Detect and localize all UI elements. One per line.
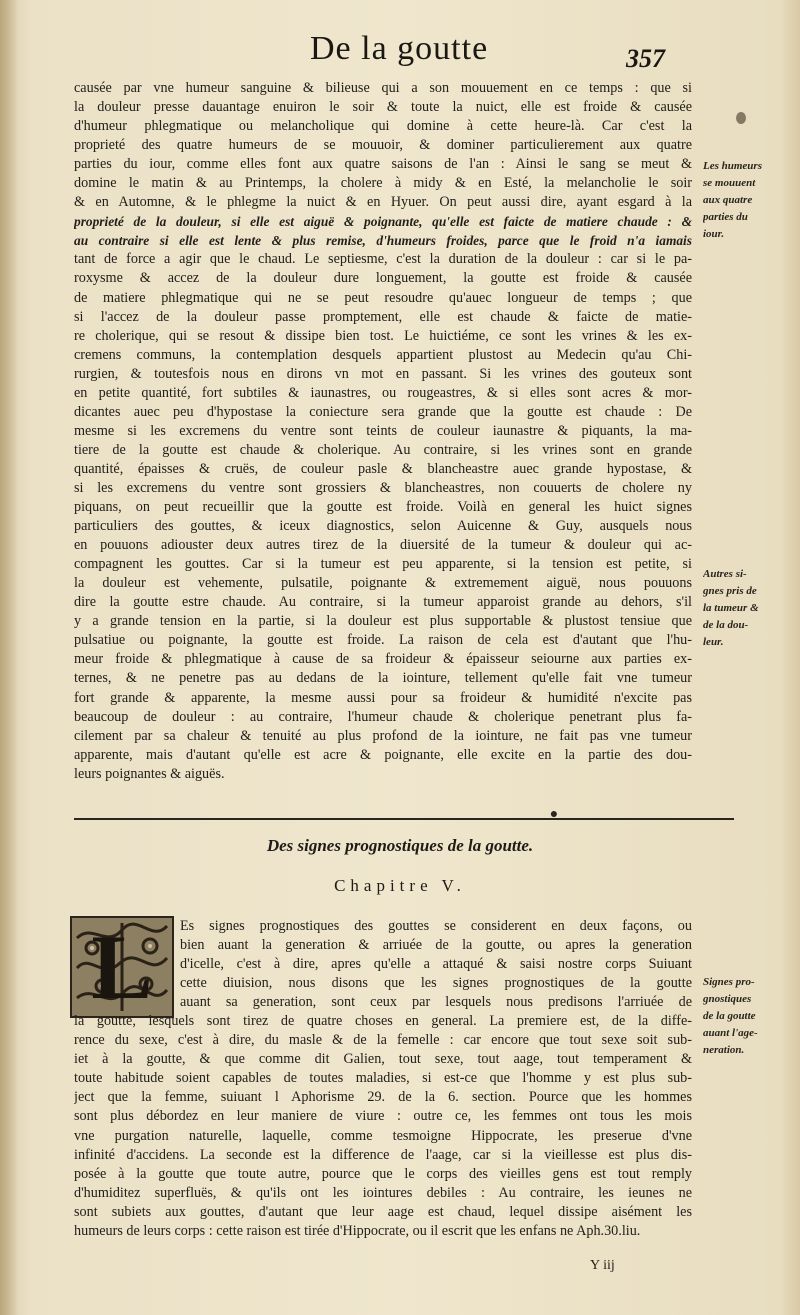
text-line: d'icelle, c'est à dire, apres qu'elle a attaqué & saisi nostre corps Suiuant: [180, 956, 692, 973]
text-line: piquans, on peut recueillir que la goutte est froide. Voilà en general les huict signes: [74, 499, 692, 516]
text-line: iet à la goutte, & que comme dit Galien, tout sexe, tout aage, tout temperament &: [74, 1051, 692, 1068]
text-line: dicantes auec peu d'hypostase la coniecture sera grande que la goutte est chaude : De: [74, 403, 692, 420]
initial-letter: L: [91, 916, 153, 1018]
signature-mark: Y iij: [590, 1258, 615, 1273]
text-line: mesme si les excremens du ventre sont teints de couleur iaunastre & piquants, la ma-: [74, 422, 692, 439]
text-line: bien auant la generation & arriuée de la goutte, ou apres la generation: [180, 937, 692, 954]
text-line: infinité d'accidens. La seconde est la difference de l'aage, car si la vieillesse est plus dis-: [74, 1146, 692, 1163]
margin-note-line: neration.: [703, 1044, 745, 1056]
divider-ornament: ●: [549, 807, 559, 822]
text-line: fort grande & apparente, la mesme aussi pour sa froideur & humidité n'excite pas: [74, 689, 692, 706]
text-line: cilement par sa chaleur & tenuité au plus profond de la iointure, ne fait pas vne tumeur: [74, 727, 692, 744]
text-line: domine le matin & au Printemps, la cholere à midy & en Esté, la melancholie le soir: [74, 175, 692, 192]
text-line: causée par vne humeur sanguine & bilieuse qui a son mouuement en ce temps : que si: [74, 80, 692, 96]
text-line: parties du iour, comme elles font aux quatre saisons de l'an : Ainsi le sang se meut &: [74, 156, 692, 173]
chapter-text-block: [74, 917, 692, 1241]
text-line: si les excremens du ventre sont grossiers & blancheastres, non couuerts de cholere ny: [74, 479, 692, 496]
text-line: posée à la goutte que toute autre, pource que le corps des vieilles gens est tout remply: [74, 1165, 692, 1182]
text-line: de matiere phlegmatique qui ne se peut resoudre qu'auec longueur de temps ; que: [74, 289, 692, 306]
margin-note-line: de la dou-: [703, 619, 749, 631]
text-line: rence du sexe, c'est à dire, du masle & de la femelle : car encore que tout sexe soit sub-: [74, 1032, 692, 1049]
text-line: apparente, mais d'autant qu'elle est acre & poignante, elle excite en la partie des dou-: [74, 746, 692, 763]
text-line: re cholerique, qui se resout & dissipe bien tost. Le huictiéme, ce sont les vrines & les ex-: [74, 327, 692, 344]
margin-note-line: la tumeur &: [703, 602, 759, 614]
margin-note-line: gnostiques: [703, 993, 752, 1005]
section-divider: [74, 818, 734, 820]
margin-note-line: Signes pro-: [703, 976, 755, 988]
text-line: quantité, épaisses & cruës, de couleur pasle & blancheastre auec grande hypostase, &: [74, 460, 692, 477]
text-line: en pouuons adiouster deux autres tirez de la diuersité de la tumeur & douleur qui ac-: [74, 537, 692, 554]
text-line: compagnent les gouttes. Car si la tumeur est peu apparente, si la tension est petite, si: [74, 556, 692, 573]
text-line: dire la goutte estre chaude. Au contraire, si la tumeur apparoist grande au dehors, s'il: [74, 594, 692, 611]
text-line: tant de force a agir que le chaud. Le septiesme, c'est la duration de la douleur : car si le pa-: [74, 251, 692, 268]
text-line: cremens communs, la contemplation desquels appartient plustost au Medecin qu'au Chi-: [74, 346, 692, 363]
margin-note-aage: [703, 974, 797, 1059]
text-line: sont subiets aux gouttes, d'autant que leur aage est chaud, lequel dissipe aisément les: [74, 1203, 692, 1220]
text-line: la goutte, lesquels sont tirez de quatre choses en general. La premiere est, de la diffe-: [74, 1013, 692, 1030]
text-line: d'humiditez superfluës, & qu'ils ont les iointures debiles : Au contraire, les ieunes ne: [74, 1184, 692, 1201]
text-line: ternes, & ne penetre pas au dedans de la iointure, tellement qu'elle fait vne tumeur: [74, 670, 692, 687]
text-line: rurgien, & toutesfois nous en dirons vn mot en passant. Si les vrines des gouteux sont: [74, 365, 692, 382]
margin-note-line: gnes pris de: [703, 585, 757, 597]
text-line: & en Automne, & le phlegme la nuict & en Hyuer. On peut aussi dire, ayant esgard à la: [74, 194, 692, 211]
margin-note-line: leur.: [703, 636, 724, 648]
page-header: [60, 30, 780, 80]
margin-note-humeurs: [703, 158, 797, 243]
margin-note-line: se mouuent: [703, 177, 756, 189]
text-line: la douleur presse dauantage enuiron le soir & toute la nuict, elle est froide & causée: [74, 99, 692, 116]
text-line: humeurs de leurs corps : cette raison est tirée d'Hippocrate, ou il escrit que les enfans ne Aph.30.liu.: [74, 1222, 641, 1239]
text-line: sont plus débordez en leur maniere de viure : outre ce, les femmes ont tous les mois: [74, 1108, 692, 1125]
margin-note-line: auant l'age-: [703, 1027, 758, 1039]
text-line: tiere de la goutte est chaude & cholerique. Au contraire, si les vrines sont en grande: [74, 441, 692, 458]
text-line: proprieté de la douleur, si elle est aiguë & poignante, qu'elle est faicte de matiere chaude : &: [74, 214, 692, 230]
margin-note-tumeur: [703, 566, 797, 651]
text-line: toute habitude soient capables de toutes maladies, si est-ce que l'homme y est plus sub-: [74, 1070, 692, 1087]
ink-stain: [736, 112, 746, 124]
text-line: meur froide & phlegmatique à cause de sa froideur & épaisseur seiourne aux parties ex-: [74, 651, 692, 668]
text-line: d'humeur phlegmatique ou melancholique qui domine à cette heure-là. Car c'est la: [74, 118, 692, 135]
text-line: proprieté des quatre humeurs de se mouuoir, & dominer particulierement aux quatre: [74, 137, 692, 154]
text-line: vne purgation naturelle, laquelle, comme tesmoigne Hippocrate, les preserue d'vne: [74, 1127, 692, 1144]
margin-note-line: de la goutte: [703, 1010, 756, 1022]
text-line: cette diuision, nous disons que les signes prognostiques de la goutte: [180, 975, 692, 992]
text-line: pulsatiue ou poignante, la goutte est froide. La raison de cela est d'autant que l'hu-: [74, 632, 692, 649]
running-title: De la goutte: [310, 30, 489, 67]
text-line: en petite quantité, fort subtiles & iaunastres, ou rougeastres, & si elles sont acres & mor-: [74, 384, 692, 401]
chapter-heading: Chapitre V.: [334, 876, 466, 895]
margin-note-line: parties du: [703, 211, 748, 223]
page-number: 357: [626, 44, 665, 73]
text-line: la douleur est vehemente, pulsatile, poignante & extremement aiguë, nous pouuons: [74, 575, 692, 592]
margin-note-line: Les humeurs: [703, 160, 762, 172]
text-line: y a grande tension en la partie, si la douleur est plus supportable & plustost tensiue que: [74, 613, 692, 630]
margin-note-line: iour.: [703, 228, 725, 240]
text-line: beaucoup de douleur : au contraire, l'humeur chaude & cholerique penetrant plus fa-: [74, 708, 692, 725]
main-text-block: [74, 79, 692, 784]
binding-gutter: [0, 0, 18, 1315]
text-line: particuliers des gouttes, & iceux diagnostics, selon Auicenne & Guy, ausquels nous: [74, 518, 692, 535]
text-line: Es signes prognostiques des gouttes se considerent en deux façons, ou: [180, 918, 692, 934]
section-heading: Des signes prognostiques de la goutte.: [266, 836, 534, 855]
text-line: leurs poignantes & aiguës.: [74, 765, 225, 782]
text-line: si l'accez de la douleur passe promptement, elle est chaude & faicte de matie-: [74, 308, 692, 325]
text-line: auant sa generation, sont ceux par lesquels nous predisons l'arriuée de: [180, 994, 692, 1011]
margin-note-line: Autres si-: [703, 568, 747, 580]
text-line: roxysme & accez de la douleur dure longuement, la goutte est froide & causée: [74, 270, 692, 287]
margin-note-line: aux quatre: [703, 194, 753, 206]
text-line: ject que la femme, suiuant l Aphorisme 29. de la 6. section. Pource que les hommes: [74, 1089, 692, 1106]
text-line: au contraire si elle est lente & plus remise, d'humeurs froides, parce que le froid n'a iamais: [74, 233, 692, 249]
